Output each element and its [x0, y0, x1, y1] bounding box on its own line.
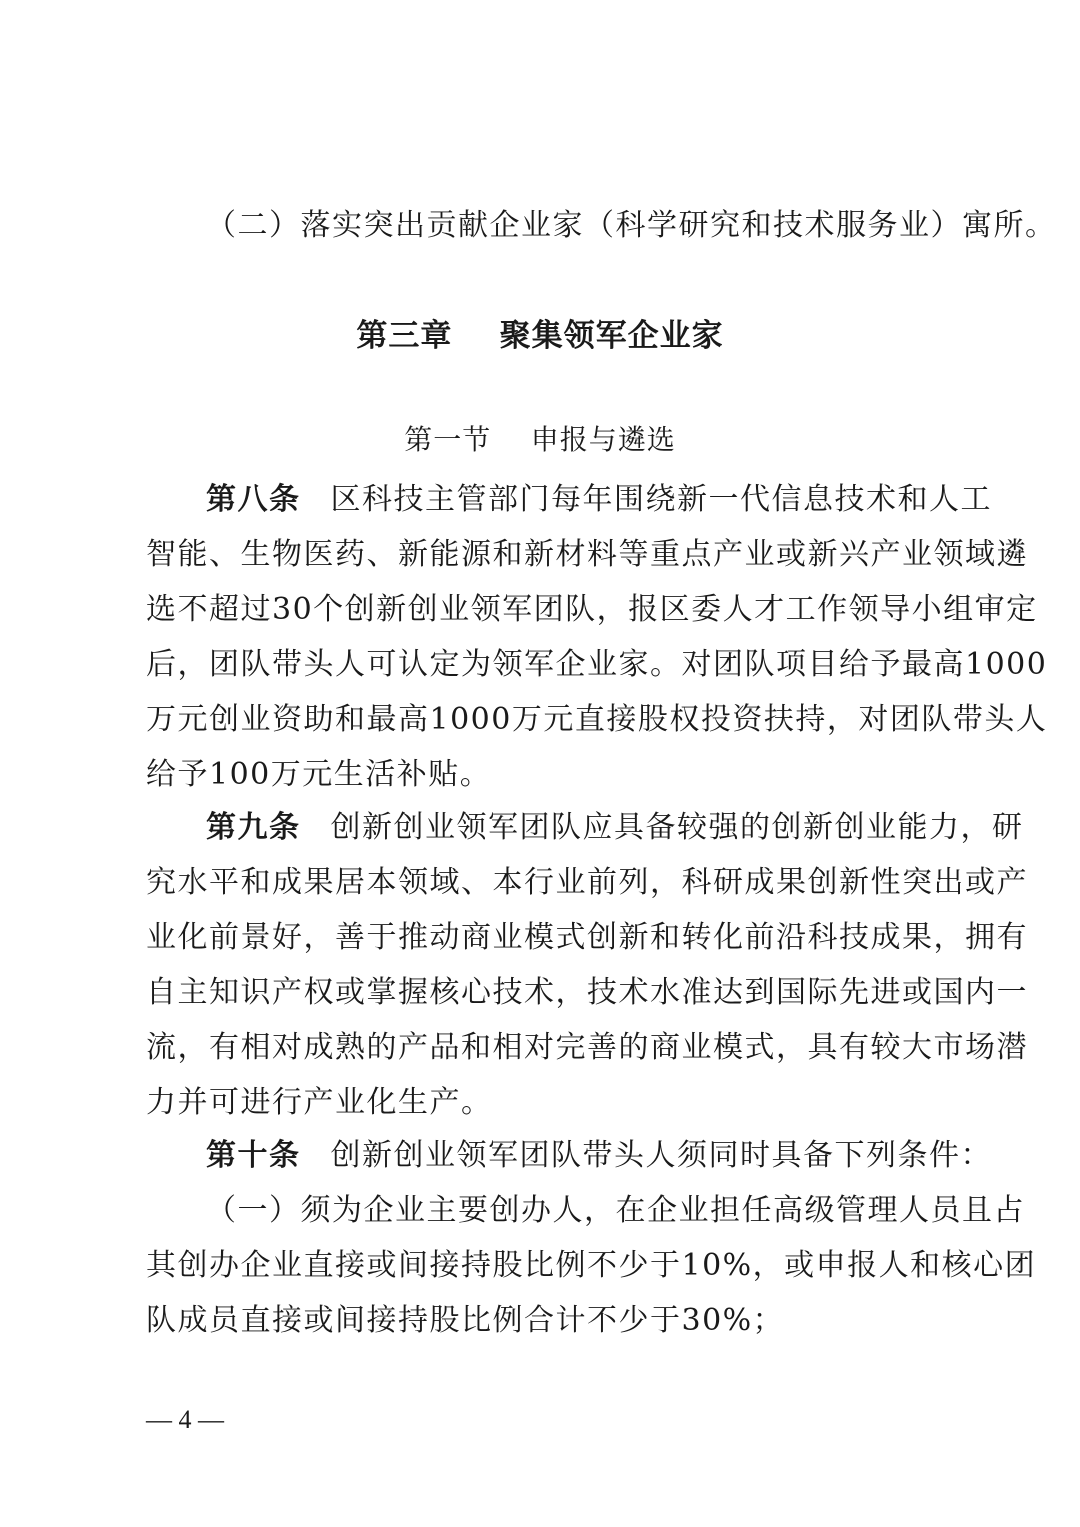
article-10-text: 创新创业领军团队带头人须同时具备下列条件： [330, 1138, 992, 1173]
item-one-line-1: （一）须为企业主要创办人，在企业担任高级管理人员且占 [206, 1193, 1025, 1228]
article-8-line-5: 万元创业资助和最高1000万元直接股权投资扶持，对团队带头人 [146, 702, 1048, 737]
article-9-line-6: 力并可进行产业化生产。 [146, 1085, 493, 1120]
article-8-line-6: 给予100万元生活补贴。 [146, 757, 492, 792]
article-9-text: 创新创业领军团队应具备较强的创新创业能力，研 [330, 810, 1024, 845]
article-9-label: 第九条 [206, 810, 301, 845]
item-two-paragraph: （二）落实突出贡献企业家（科学研究和技术服务业）寓所。 [206, 208, 1057, 243]
article-9-line-4: 自主知识产权或掌握核心技术，技术水准达到国际先进或国内一 [146, 975, 1028, 1010]
item-one-line-3: 队成员直接或间接持股比例合计不少于30%； [146, 1303, 785, 1338]
article-8-line-3: 选不超过30个创新创业领军团队，报区委人才工作领导小组审定 [146, 592, 1038, 627]
section-title: 第一节 申报与遴选 [404, 423, 676, 456]
article-10-label: 第十条 [206, 1138, 301, 1173]
item-one-line-2: 其创办企业直接或间接持股比例不少于10%，或申报人和核心团 [146, 1248, 1037, 1283]
article-8-label: 第八条 [206, 482, 301, 517]
article-8-line-4: 后，团队带头人可认定为领军企业家。对团队项目给予最高1000 [146, 647, 1048, 682]
chapter-title: 第三章 聚集领军企业家 [356, 318, 724, 354]
article-9-line-5: 流，有相对成熟的产品和相对完善的商业模式，具有较大市场潜 [146, 1030, 1028, 1065]
article-8-text: 区科技主管部门每年围绕新一代信息技术和人工 [330, 482, 992, 517]
page-number: — 4 — [146, 1405, 224, 1434]
article-8-line-2: 智能、生物医药、新能源和新材料等重点产业或新兴产业领域遴 [146, 537, 1028, 572]
article-10-line-1 [206, 1128, 992, 1184]
article-8-line-1 [206, 472, 992, 528]
article-9-line-2: 究水平和成果居本领域、本行业前列，科研成果创新性突出或产 [146, 865, 1028, 900]
article-9-line-3: 业化前景好，善于推动商业模式创新和转化前沿科技成果，拥有 [146, 920, 1028, 955]
article-9-line-1 [206, 800, 1024, 856]
